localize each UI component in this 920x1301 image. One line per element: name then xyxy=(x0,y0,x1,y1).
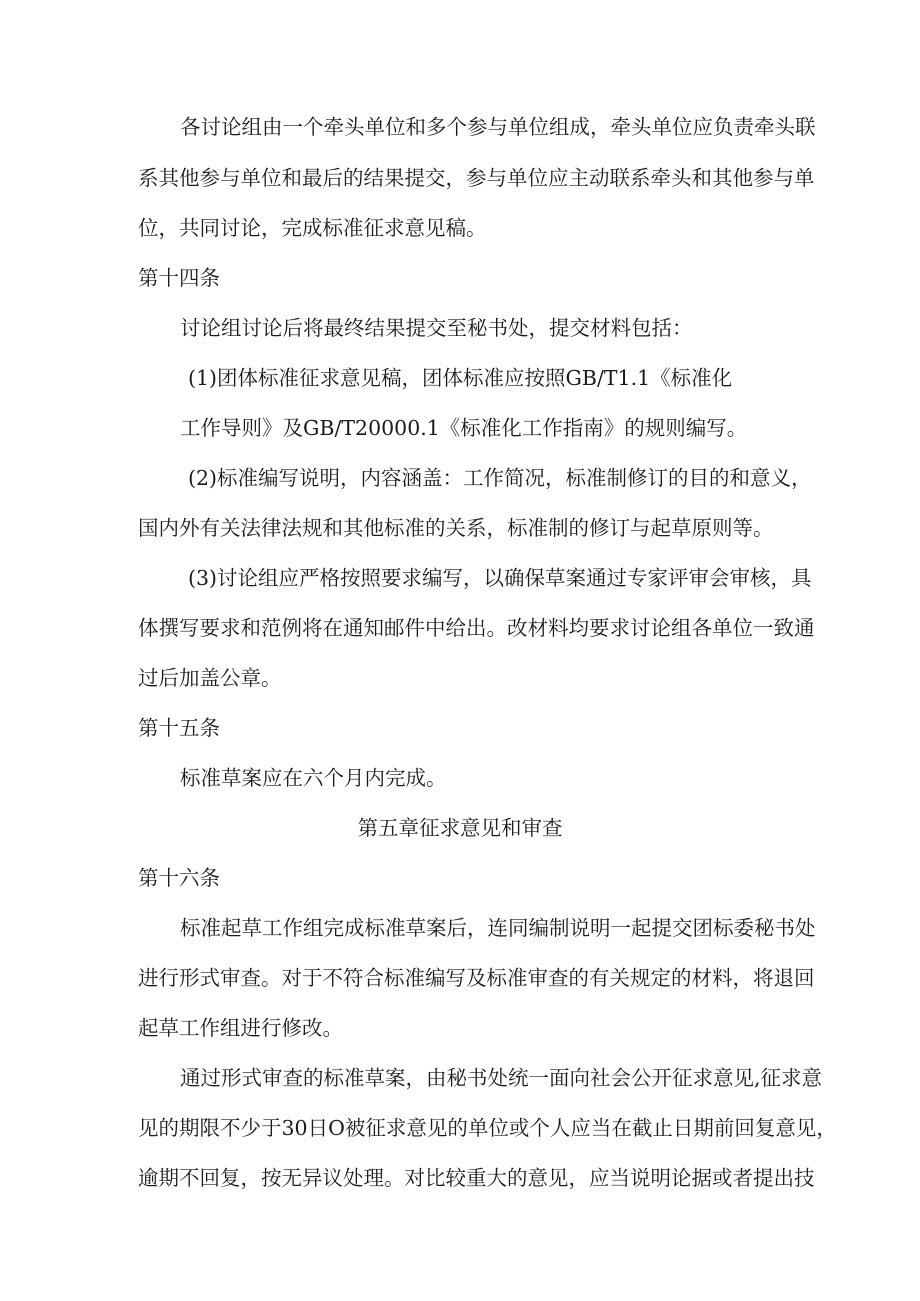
article-14-heading: 第十四条 xyxy=(138,266,220,290)
item-1-line-1: (1)团体标准征求意见稿，团体标准应按照GB/T1.1《标准化 xyxy=(188,366,733,390)
article-16-heading: 第十六条 xyxy=(138,866,220,890)
para-formal-review-line-2: 进行形式审查。对于不符合标准编写及标准审查的有关规定的材料，将退回 xyxy=(138,966,815,990)
item-2-line-2: 国内外有关法律法规和其他标准的关系，标准制的修订与起草原则等。 xyxy=(138,516,774,540)
para-public-comment-line-2: 见的期限不少于30日O被征求意见的单位或个人应当在截止日期前回复意见， xyxy=(138,1116,837,1140)
para-discussion-group-line-1: 各讨论组由一个牵头单位和多个参与单位组成，牵头单位应负责牵头联 xyxy=(180,115,816,139)
item-3-line-3: 过后加盖公章。 xyxy=(138,666,282,690)
para-public-comment-line-3: 逾期不回复，按无异议处理。对比较重大的意见，应当说明论据或者提出技 xyxy=(138,1166,815,1190)
item-1-line-2: 工作导则》及GB/T20000.1《标准化工作指南》的规则编写。 xyxy=(180,416,748,440)
item-2-line-1: (2)标准编写说明，内容涵盖：工作简况，标准制修订的目的和意义， xyxy=(188,466,812,490)
item-3-line-1: (3)讨论组应严格按照要求编写，以确保草案通过专家评审会审核，具 xyxy=(188,566,812,590)
article-15-heading: 第十五条 xyxy=(138,716,220,740)
chapter-5-title: 第五章征求意见和审查 xyxy=(357,816,563,840)
para-discussion-group-line-2: 系其他参与单位和最后的结果提交，参与单位应主动联系牵头和其他参与单 xyxy=(138,166,815,190)
para-public-comment-line-1: 通过形式审查的标准草案，由秘书处统一面向社会公开征求意见,征求意 xyxy=(180,1066,823,1090)
para-formal-review-line-3: 起草工作组进行修改。 xyxy=(138,1016,343,1040)
para-formal-review-line-1: 标准起草工作组完成标准草案后，连同编制说明一起提交团标委秘书处 xyxy=(180,916,816,940)
para-draft-deadline: 标准草案应在六个月内完成。 xyxy=(180,766,447,790)
para-discussion-group-line-3: 位，共同讨论，完成标准征求意见稿。 xyxy=(138,216,487,240)
para-submission-intro: 讨论组讨论后将最终结果提交至秘书处，提交材料包括： xyxy=(180,316,693,340)
item-3-line-2: 体撰写要求和范例将在通知邮件中给出。改材料均要求讨论组各单位一致通 xyxy=(138,616,815,640)
